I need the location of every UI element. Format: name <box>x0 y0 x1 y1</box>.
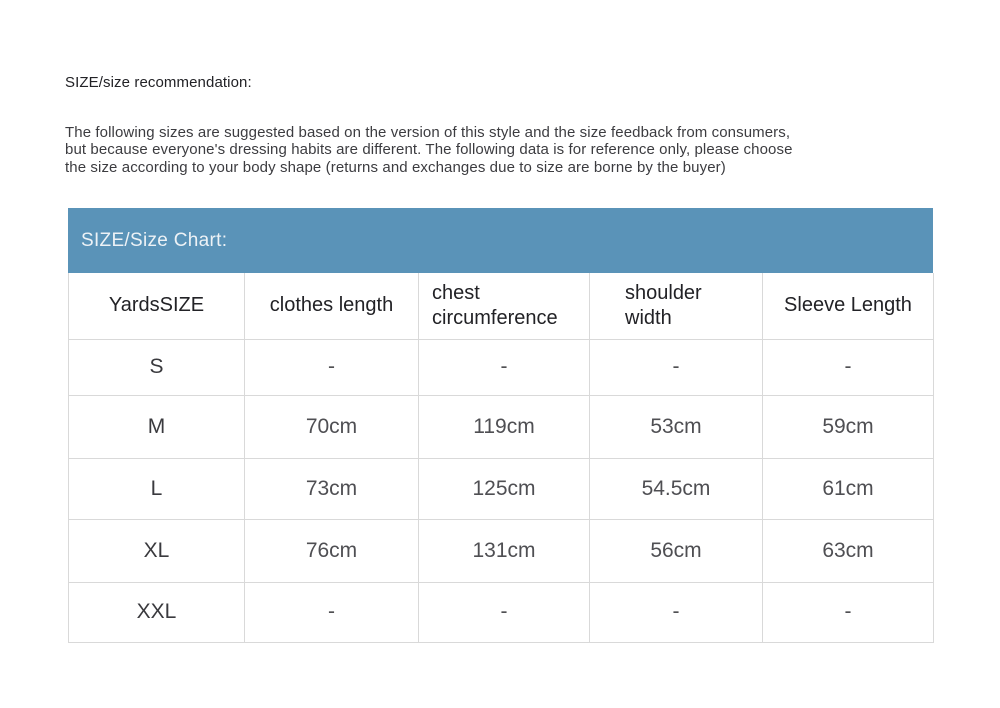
sleeve-length-cell: - <box>763 339 934 395</box>
chest-circumference-cell: 125cm <box>419 458 590 519</box>
sleeve-length-cell: 59cm <box>763 395 934 458</box>
shoulder-width-cell: - <box>590 339 763 395</box>
table-row-s <box>69 339 934 395</box>
size-chart-title: SIZE/Size Chart: <box>81 229 228 251</box>
shoulder-width-cell: 54.5cm <box>590 458 763 519</box>
chest-circumference-cell: - <box>419 582 590 642</box>
header-row <box>69 273 934 339</box>
sleeve-length-cell: 63cm <box>763 519 934 582</box>
chest-circumference-cell: 119cm <box>419 395 590 458</box>
clothes-length-cell: 70cm <box>245 395 419 458</box>
table-row-m <box>69 395 934 458</box>
sleeve-length-cell: 61cm <box>763 458 934 519</box>
size-cell: L <box>69 458 245 519</box>
size-cell: XL <box>69 519 245 582</box>
intro-line-3: the size according to your body shape (returns and exchanges due to size are borne by the buyer) <box>65 158 726 176</box>
column-header-shoulder-width-label: shoulder width <box>625 281 702 329</box>
table-row-l <box>69 458 934 519</box>
shoulder-width-cell: - <box>590 582 763 642</box>
size-cell: M <box>69 395 245 458</box>
intro-line-1: The following sizes are suggested based on the version of this style and the size feedback from consumers, <box>65 124 791 141</box>
table-row-xxl <box>69 582 934 642</box>
shoulder-width-cell: 56cm <box>590 519 763 582</box>
size-chart-section <box>68 208 933 643</box>
shoulder-width-cell: 53cm <box>590 395 763 458</box>
chest-circumference-cell: 131cm <box>419 519 590 582</box>
column-header-sleeve-length: Sleeve Length <box>763 273 934 339</box>
intro-paragraph <box>65 124 935 176</box>
size-table <box>68 273 934 643</box>
sleeve-length-cell: - <box>763 582 934 642</box>
size-chart-title-bar <box>68 208 933 273</box>
clothes-length-cell: - <box>245 582 419 642</box>
table-row-xl <box>69 519 934 582</box>
column-header-yards-size: YardsSIZE <box>69 273 245 339</box>
size-cell: XXL <box>69 582 245 642</box>
column-header-shoulder-width <box>590 273 763 339</box>
size-cell: S <box>69 339 245 395</box>
column-header-clothes-length: clothes length <box>245 273 419 339</box>
clothes-length-cell: 73cm <box>245 458 419 519</box>
chest-circumference-cell: - <box>419 339 590 395</box>
intro-line-2: but because everyone's dressing habits are different. The following data is for reference only, please choose <box>65 141 793 159</box>
clothes-length-cell: - <box>245 339 419 395</box>
column-header-chest-circumference: chest circumference <box>419 273 590 339</box>
size-recommendation-heading: SIZE/size recommendation: <box>65 74 252 91</box>
clothes-length-cell: 76cm <box>245 519 419 582</box>
